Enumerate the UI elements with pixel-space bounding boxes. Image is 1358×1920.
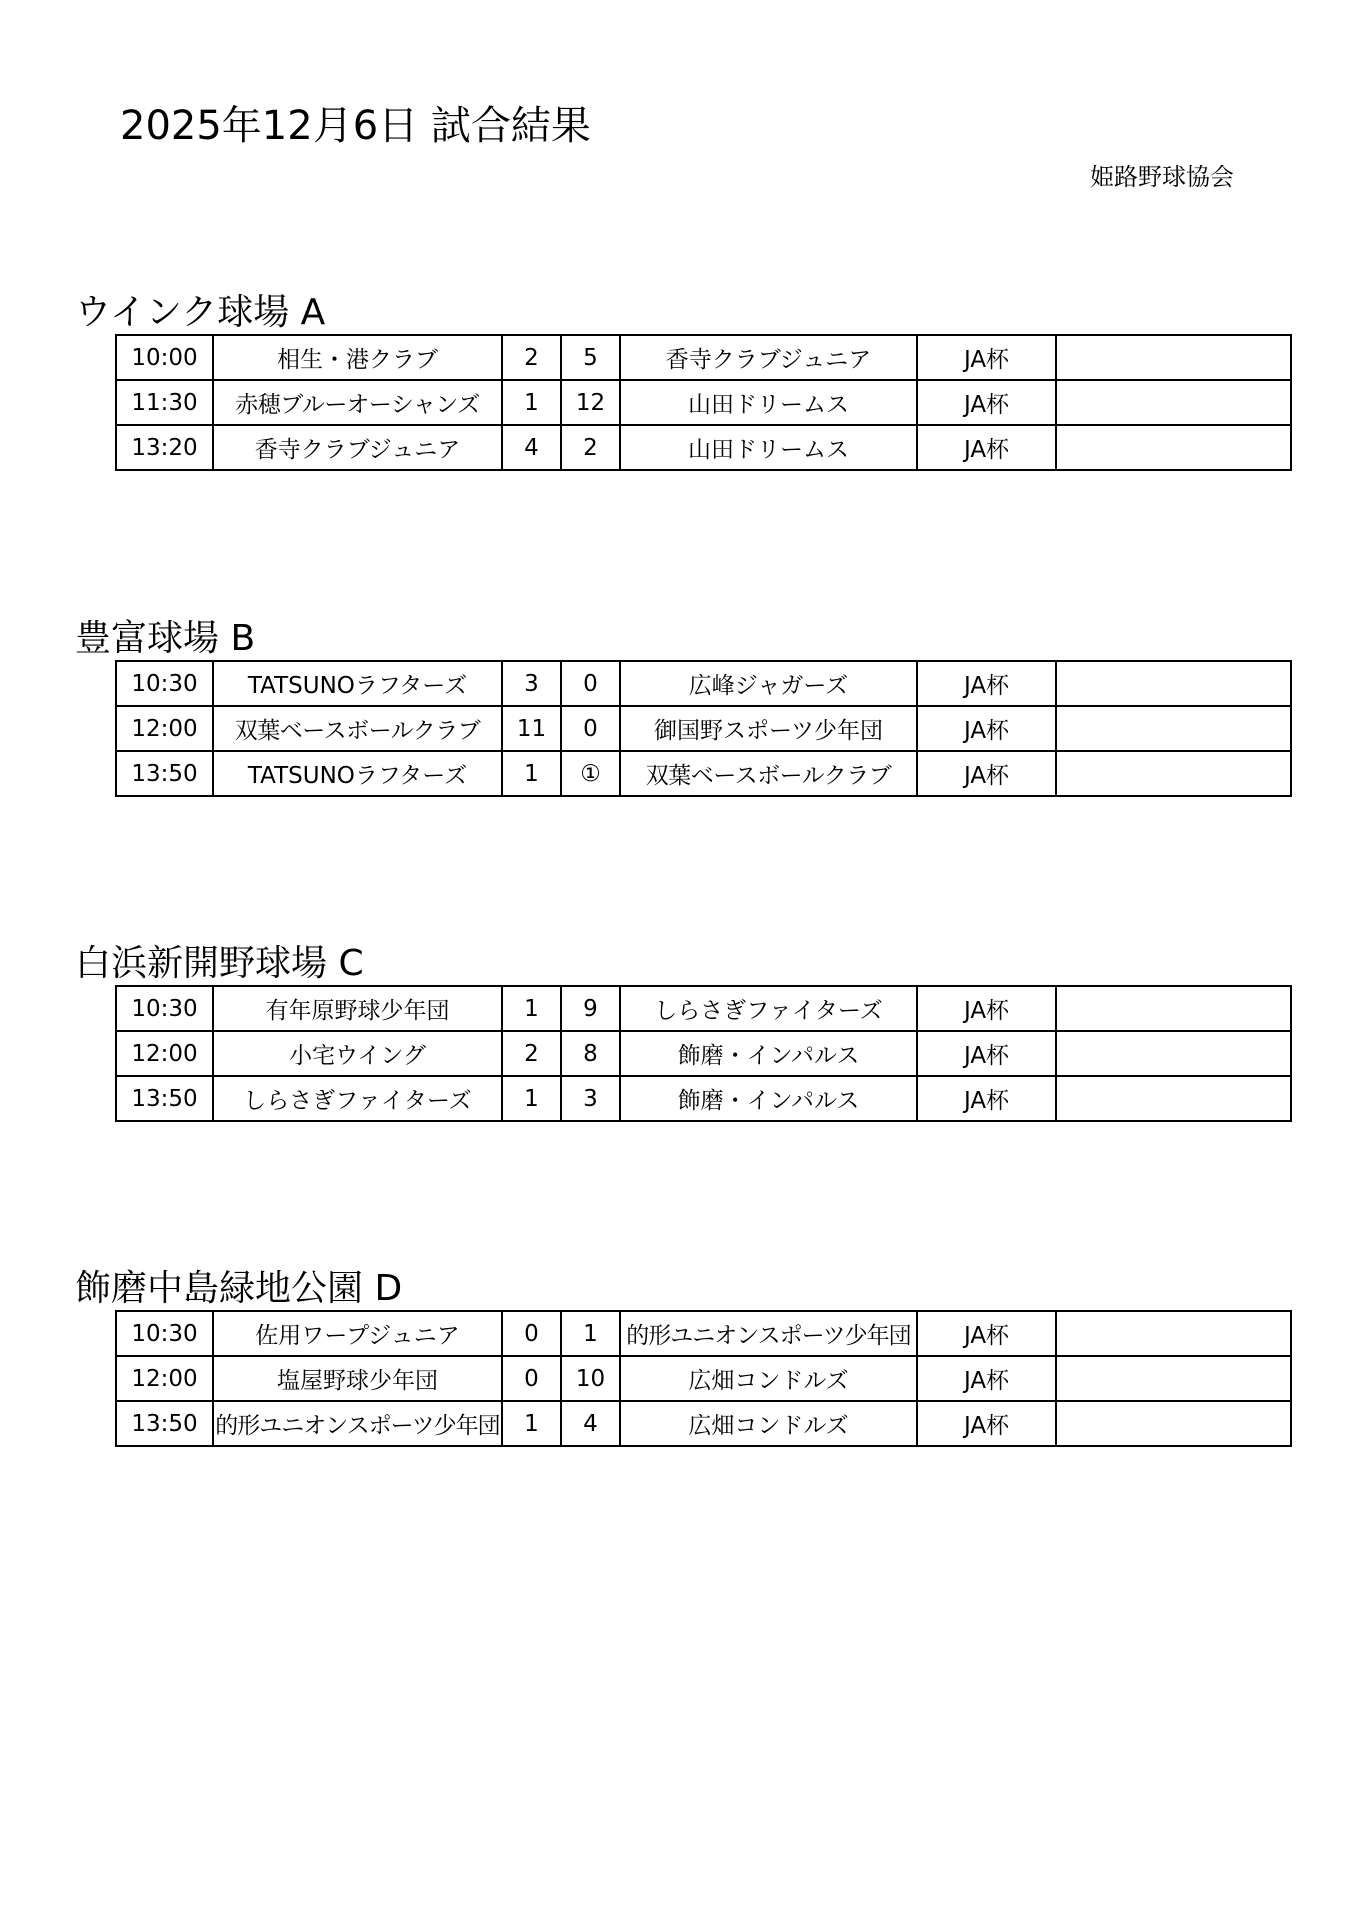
cup-name: JA杯 [917,1311,1056,1356]
home-team: 塩屋野球少年団 [213,1356,502,1401]
venue-title: 豊富球場 B [75,618,256,659]
away-team: 山田ドリームス [620,380,917,425]
cup-name: JA杯 [917,335,1056,380]
home-team: 小宅ウイング [213,1031,502,1076]
home-team: 相生・港クラブ [213,335,502,380]
home-score: 3 [502,661,561,706]
home-team: 赤穂ブルーオーシャンズ [213,380,502,425]
away-team: 香寺クラブジュニア [620,335,917,380]
venue-section-a [75,293,1295,471]
away-score: 2 [561,425,620,470]
game-time: 13:50 [116,751,213,796]
table-row [116,986,1291,1031]
game-time: 13:20 [116,425,213,470]
away-score: 10 [561,1356,620,1401]
remarks-cell [1056,1076,1291,1121]
game-time: 13:50 [116,1401,213,1446]
results-table [115,334,1292,471]
cup-name: JA杯 [917,986,1056,1031]
remarks-cell [1056,986,1291,1031]
game-time: 10:30 [116,661,213,706]
cup-name: JA杯 [917,1076,1056,1121]
away-score: 8 [561,1031,620,1076]
home-team: TATSUNOラフターズ [213,751,502,796]
cup-name: JA杯 [917,1356,1056,1401]
home-score: 4 [502,425,561,470]
away-team: 御国野スポーツ少年団 [620,706,917,751]
venue-section-d [75,1269,1295,1447]
table-row [116,661,1291,706]
away-team: 的形ユニオンスポーツ少年団 [620,1311,917,1356]
away-score: 3 [561,1076,620,1121]
results-table [115,985,1292,1122]
cup-name: JA杯 [917,1401,1056,1446]
away-team: 飾磨・インパルス [620,1076,917,1121]
remarks-cell [1056,706,1291,751]
away-team: 広畑コンドルズ [620,1401,917,1446]
remarks-cell [1056,425,1291,470]
table-row [116,706,1291,751]
home-score: 2 [502,335,561,380]
game-time: 11:30 [116,380,213,425]
home-team: TATSUNOラフターズ [213,661,502,706]
table-row [116,1076,1291,1121]
away-team: 双葉ベースボールクラブ [620,751,917,796]
table-row [116,425,1291,470]
away-score: 1 [561,1311,620,1356]
home-team: 双葉ベースボールクラブ [213,706,502,751]
home-score: 1 [502,1401,561,1446]
game-time: 10:00 [116,335,213,380]
remarks-cell [1056,1401,1291,1446]
home-score: 0 [502,1356,561,1401]
venue-section-c [75,944,1295,1122]
table-row [116,1356,1291,1401]
away-score: 12 [561,380,620,425]
away-team: 飾磨・インパルス [620,1031,917,1076]
venue-title: ウインク球場 A [75,292,326,333]
table-row [116,751,1291,796]
home-score: 0 [502,1311,561,1356]
table-row [116,335,1291,380]
home-score: 1 [502,380,561,425]
home-score: 11 [502,706,561,751]
game-time: 10:30 [116,1311,213,1356]
table-row [116,1031,1291,1076]
remarks-cell [1056,1311,1291,1356]
game-time: 13:50 [116,1076,213,1121]
organizer-name: 姫路野球協会 [1090,163,1234,191]
game-time: 10:30 [116,986,213,1031]
away-score: 5 [561,335,620,380]
home-score: 1 [502,751,561,796]
home-score: 1 [502,1076,561,1121]
away-team: 広畑コンドルズ [620,1356,917,1401]
home-team: 的形ユニオンスポーツ少年団 [213,1401,502,1446]
remarks-cell [1056,1031,1291,1076]
remarks-cell [1056,1356,1291,1401]
table-row [116,1311,1291,1356]
away-score: 9 [561,986,620,1031]
cup-name: JA杯 [917,1031,1056,1076]
cup-name: JA杯 [917,425,1056,470]
remarks-cell [1056,335,1291,380]
home-team: 香寺クラブジュニア [213,425,502,470]
home-team: 佐用ワープジュニア [213,1311,502,1356]
cup-name: JA杯 [917,380,1056,425]
remarks-cell [1056,380,1291,425]
home-score: 2 [502,1031,561,1076]
game-time: 12:00 [116,1031,213,1076]
venue-title: 白浜新開野球場 C [75,943,364,984]
venue-section-b [75,619,1295,797]
page-title: 2025年12月6日 試合結果 [120,103,591,149]
game-time: 12:00 [116,706,213,751]
cup-name: JA杯 [917,751,1056,796]
home-team: 有年原野球少年団 [213,986,502,1031]
remarks-cell [1056,751,1291,796]
away-team: 山田ドリームス [620,425,917,470]
remarks-cell [1056,661,1291,706]
away-score: ① [561,751,620,796]
away-score: 4 [561,1401,620,1446]
table-row [116,380,1291,425]
home-score: 1 [502,986,561,1031]
cup-name: JA杯 [917,661,1056,706]
game-time: 12:00 [116,1356,213,1401]
venue-title: 飾磨中島緑地公園 D [75,1268,403,1309]
results-table [115,660,1292,797]
home-team: しらさぎファイターズ [213,1076,502,1121]
away-score: 0 [561,706,620,751]
away-score: 0 [561,661,620,706]
table-row [116,1401,1291,1446]
away-team: 広峰ジャガーズ [620,661,917,706]
results-table [115,1310,1292,1447]
cup-name: JA杯 [917,706,1056,751]
away-team: しらさぎファイターズ [620,986,917,1031]
